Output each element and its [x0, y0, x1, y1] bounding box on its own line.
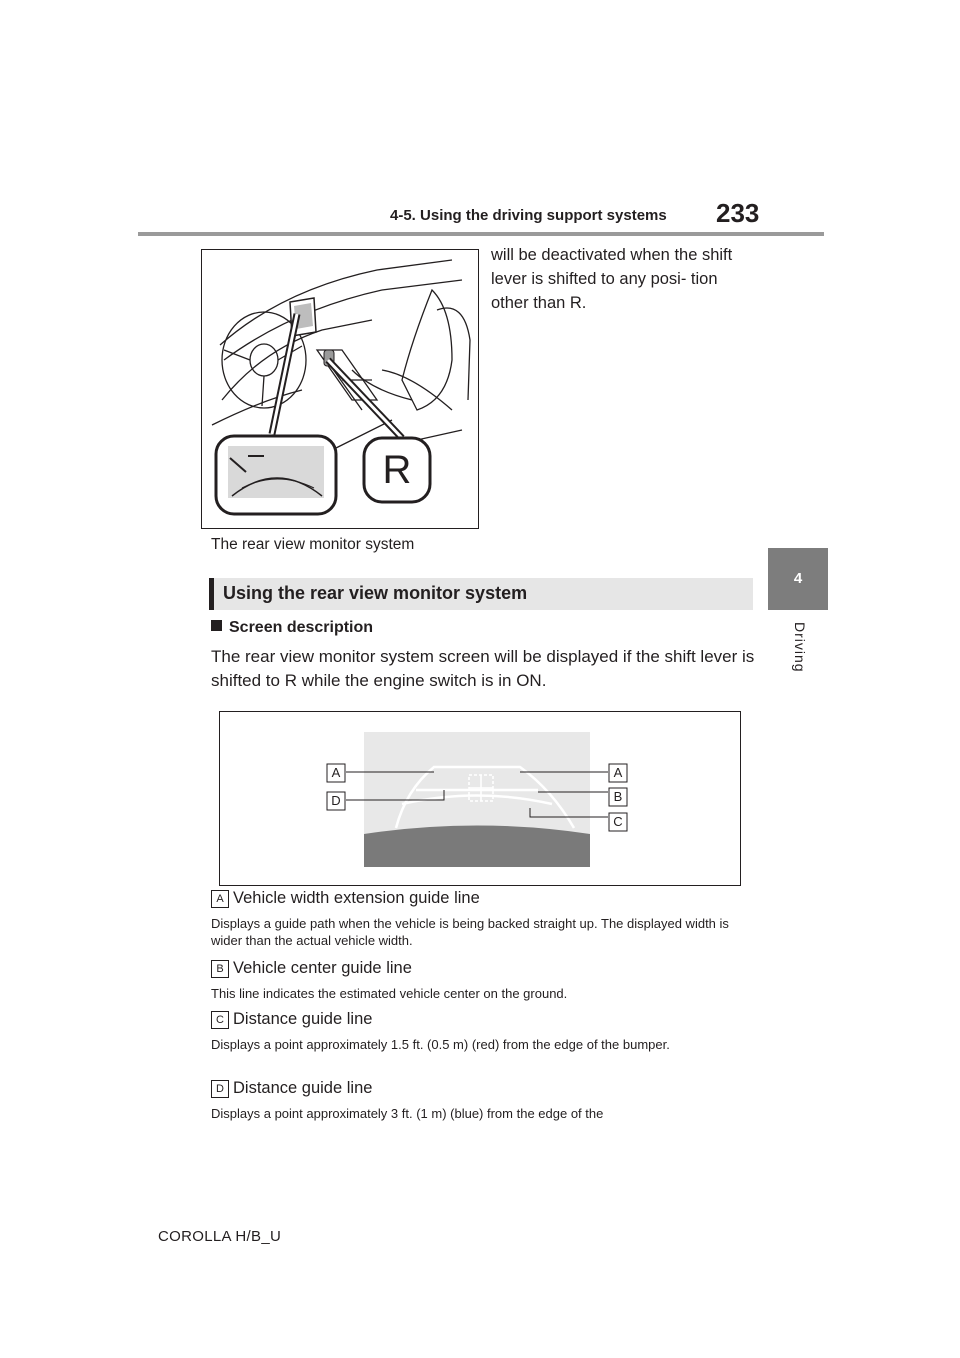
header-divider [138, 232, 824, 236]
shift-r-letter: R [382, 448, 412, 492]
subheading [211, 619, 373, 637]
cabin-drawing [202, 250, 478, 528]
subheading-text: Screen description [229, 619, 374, 636]
item-desc-d: Displays a point approximately 3 ft. (1 m) (blue) from the edge of the [211, 1106, 604, 1121]
monitor-inset [216, 436, 336, 514]
item-desc-b: This line indicates the estimated vehicle center on the ground. [211, 986, 568, 1001]
item-title-text: Vehicle center guide line [233, 959, 412, 977]
item-title-c [211, 1010, 372, 1029]
chapter-label: Driving [792, 622, 808, 673]
model-code: COROLLA H/B_U [158, 1228, 282, 1245]
chapter-number: 4 [793, 570, 803, 587]
callout-a-right: A [613, 765, 623, 780]
item-label-a: A [211, 890, 229, 908]
callout-b: B [613, 789, 623, 804]
item-desc-a: Displays a guide path when the vehicle is being backed straight up. The displayed width is wider than the actual vehicle width. [211, 916, 729, 948]
item-title-text: Distance guide line [233, 1079, 373, 1097]
item-label-b: B [211, 960, 229, 978]
item-title-d [211, 1079, 372, 1098]
callout-a-left: A [331, 765, 341, 780]
page-number: 233 [716, 198, 760, 228]
section-title: 4-5. Using the driving support systems [390, 207, 667, 224]
bumper-area [364, 826, 590, 868]
item-label-c: C [211, 1011, 229, 1029]
square-bullet-icon [211, 620, 222, 631]
item-title-text: Vehicle width extension guide line [233, 889, 480, 907]
section-heading [209, 578, 753, 610]
continued-paragraph: will be deactivated when the shift lever is shifted to any posi- tion other than R. [491, 246, 733, 312]
callout-d: D [331, 793, 341, 808]
figure-caption: The rear view monitor system [211, 536, 415, 553]
interior-illustration [201, 249, 479, 529]
item-title-text: Distance guide line [233, 1010, 373, 1028]
item-title-a [211, 889, 480, 908]
guide-line-drawing [220, 712, 740, 885]
screen-description-paragraph: The rear view monitor system screen will be displayed if the shift lever is shifted to R while the engine switch is in ON. [211, 647, 755, 690]
item-title-b [211, 959, 412, 978]
guide-line-diagram [219, 711, 741, 886]
item-desc-c: Displays a point approximately 1.5 ft. (0.5 m) (red) from the edge of the bumper. [211, 1037, 670, 1052]
item-label-d: D [211, 1080, 229, 1098]
callout-c: C [613, 814, 623, 829]
heading-bar [209, 578, 214, 610]
section-heading-text: Using the rear view monitor system [223, 583, 528, 603]
